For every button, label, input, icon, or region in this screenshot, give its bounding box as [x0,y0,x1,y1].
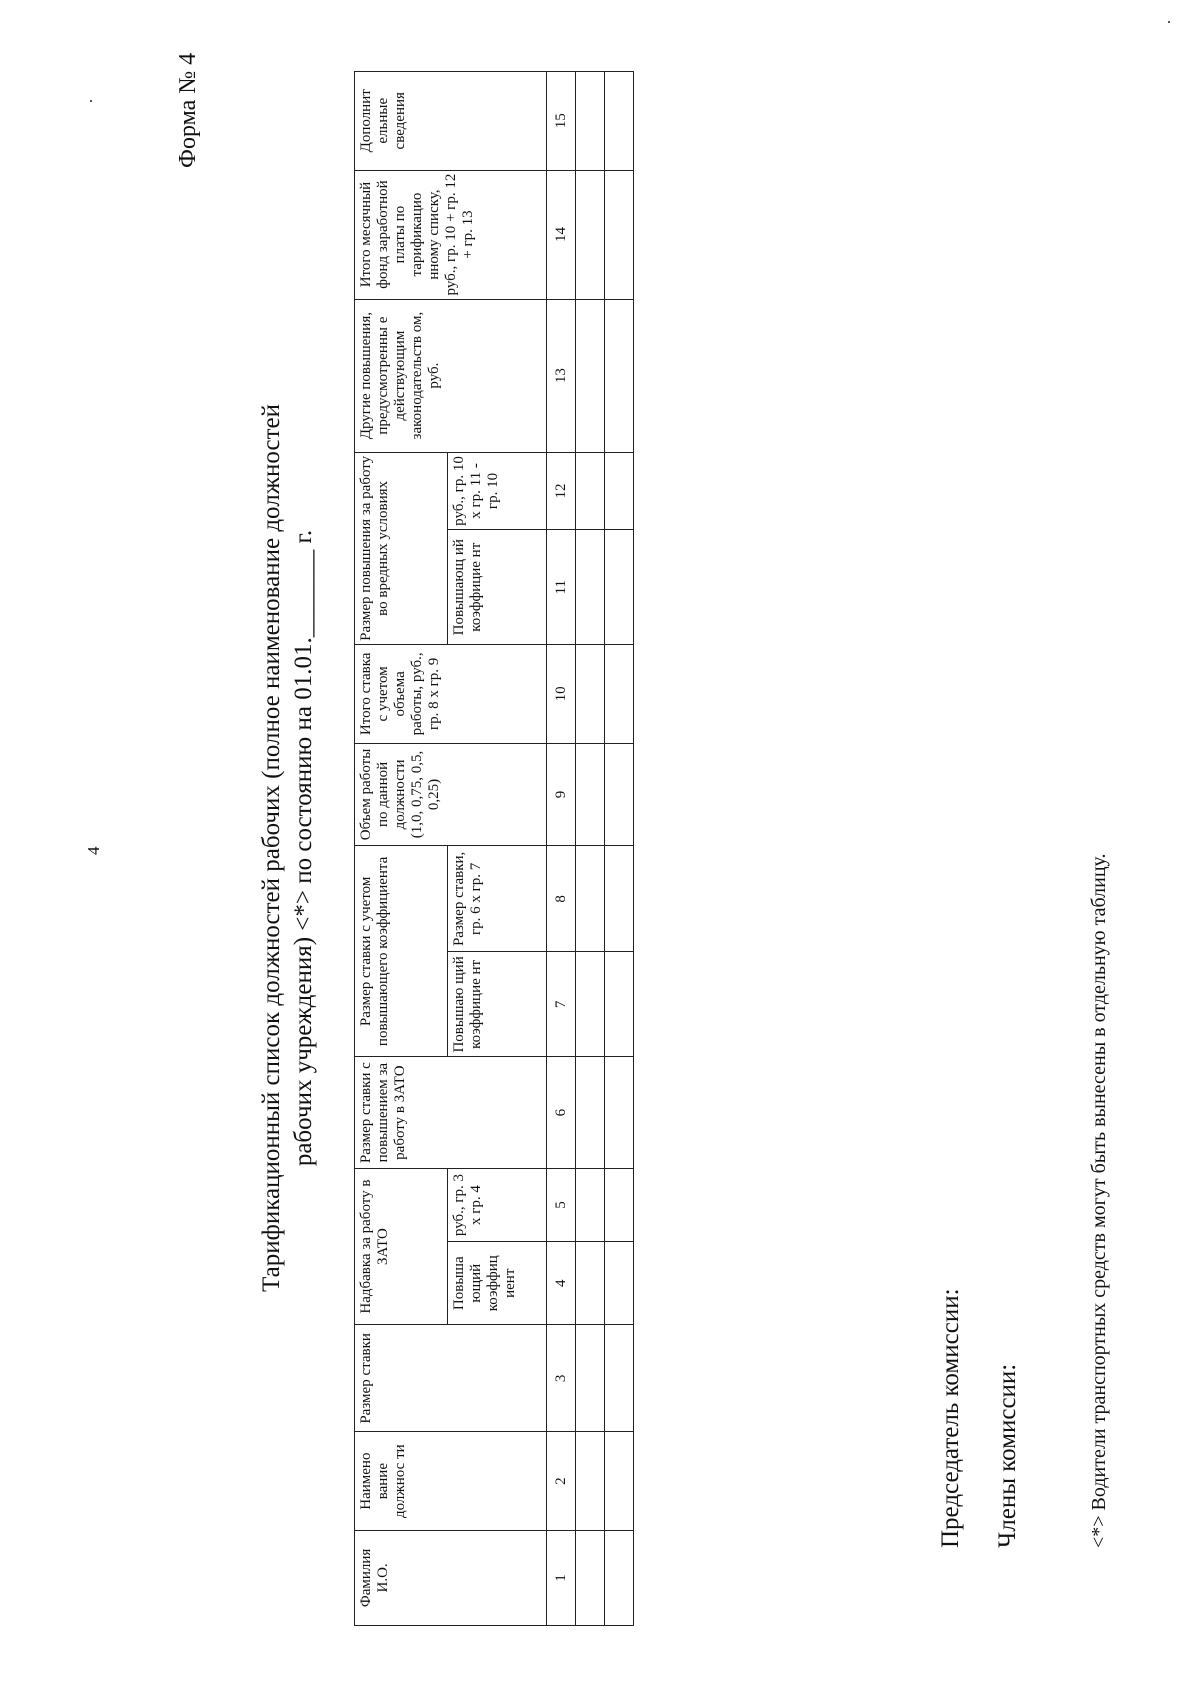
title-line-1: Тарификационный список должностей рабочих (полное наименование должностей [258,404,285,1292]
table-cell [605,743,634,846]
table-cell [605,72,634,171]
header-total-rate: Итого ставка с учетом объема работы, руб., гр. 8 х гр. 9 [355,645,547,743]
column-number: 14 [547,170,576,299]
header-position-name: Наимено вание должнос ти [355,1432,547,1530]
column-number: 12 [547,452,576,530]
header-group-zato: Надбавка за работу в ЗАТО [355,1168,448,1324]
page-number: 4 [84,846,103,855]
table-cell [605,645,634,743]
table-cell [605,299,634,452]
commission-members-label: Члены комиссии: [994,1363,1021,1548]
tariff-table [354,71,634,1626]
table-cell [605,846,634,952]
column-number-row [547,72,576,1626]
commission-chair-label: Председатель комиссии: [937,1288,964,1548]
header-additional-info: Дополнит ельные сведения [355,72,547,171]
column-number: 10 [547,645,576,743]
column-number: 15 [547,72,576,171]
table-cell [576,72,605,171]
column-number: 1 [547,1530,576,1625]
column-number: 4 [547,1242,576,1325]
table-cell [576,170,605,299]
table-cell [576,1432,605,1530]
table-cell [576,1057,605,1169]
scan-speck [1168,21,1170,23]
table-cell [576,1242,605,1325]
document-title [256,328,320,1368]
footnote: <*> Водители транспортных средств могут быть вынесены в отдельную таблицу. [1088,853,1110,1548]
table-row [576,72,605,1626]
column-number: 11 [547,530,576,645]
table-cell [576,299,605,452]
column-number: 7 [547,952,576,1057]
header-monthly-fund: Итого месячный фонд заработной платы по тарификацио нному списку, руб., гр. 10 + гр. 12 + гр. 13 [355,170,547,299]
column-number: 6 [547,1057,576,1169]
header-rate-zato: Размер ставки с повышением за работу в ЗАТО [355,1057,547,1169]
table-row [605,72,634,1626]
column-number: 9 [547,743,576,846]
table-cell [605,1057,634,1169]
header-other-increases: Другие повышения, предусмотренны е действующим законодательств ом, руб. [355,299,547,452]
header-full-name: Фамилия И.О. [355,1530,547,1625]
header-harmful-coefficient: Повышающ ий коэффицие нт [448,530,547,645]
table-cell [605,170,634,299]
table-cell [576,743,605,846]
column-number: 3 [547,1325,576,1432]
column-number: 13 [547,299,576,452]
header-group-coefficient: Размер ставки с учетом повышающего коэффициента [355,846,448,1057]
table-cell [576,530,605,645]
column-number: 5 [547,1168,576,1241]
header-rate-with-coefficient: Размер ставки, гр. 6 х гр. 7 [448,846,547,952]
table-cell [605,1242,634,1325]
table-cell [605,1432,634,1530]
table-cell [576,1168,605,1241]
header-zato-rub: руб., гр. 3 х гр. 4 [448,1168,547,1241]
table-cell [576,846,605,952]
table-cell [605,452,634,530]
table-cell [576,645,605,743]
scan-speck [90,100,92,102]
table-cell [576,952,605,1057]
table-cell [605,1168,634,1241]
table-cell [605,1325,634,1432]
table-cell [605,1530,634,1625]
title-line-2: рабочих учреждения) <*> по состоянию на 01.01._______ г. [290,529,317,1167]
table-cell [576,1325,605,1432]
header-rate: Размер ставки [355,1325,547,1432]
header-increase-coefficient: Повышаю щий коэффицие нт [448,952,547,1057]
header-zato-coefficient: Повыша ющий коэффиц иент [448,1242,547,1325]
column-number: 2 [547,1432,576,1530]
header-work-volume: Объем работы по данной должности (1,0, 0,75, 0,5, 0,25) [355,743,547,846]
table-cell [605,530,634,645]
table-cell [576,452,605,530]
table-cell [576,1530,605,1625]
header-harmful-rub: руб., гр. 10 х гр. 11 - гр. 10 [448,452,547,530]
table-cell [605,952,634,1057]
header-group-harmful: Размер повышения за работу во вредных условиях [355,452,448,644]
column-number: 8 [547,846,576,952]
form-number: Форма № 4 [175,52,201,168]
